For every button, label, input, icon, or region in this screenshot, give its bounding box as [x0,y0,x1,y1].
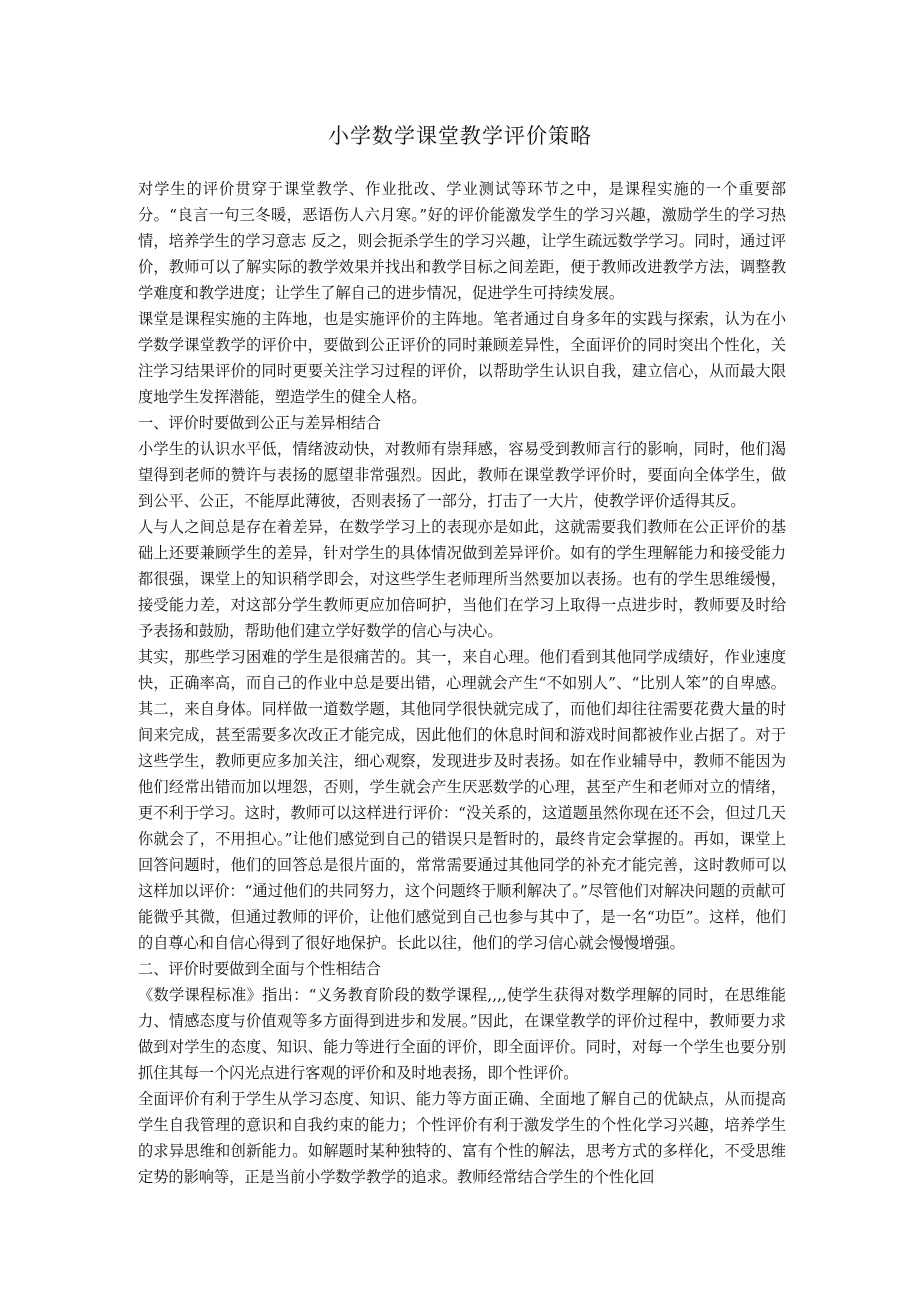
document-title: 小学数学课堂教学评价策略 [328,124,592,148]
section-heading: 二、评价时要做到全面与个性相结合 [138,960,381,978]
paragraph: 其实，那些学习困难的学生是很痛苦的。其一，来自心理。他们看到其他同学成绩好，作业速度快，正确率高，而自己的作业中总是要出错，心理就会产生“不如别人”、“比别人笨”的自卑感。其二，来自身体。同样做一道数学题，其他同学很快就完成了，而他们却往往需要花费大量的时间来完成，甚至需要多次改正才能完成，因此他们的休息时间和游戏时间都被作业占据了。对于这些学生，教师更应多加关注，细心观察，发现进步及时表扬。如在作业辅导中，教师不能因为他们经常出错而加以埋怨，否则，学生就会产生厌恶数学的心理，甚至产生和老师对立的情绪，更不利于学习。这时，教师可以这样进行评价：“没关系的，这道题虽然你现在还不会，但过几天你就会了，不用担心。”让他们感觉到自己的错误只是暂时的，最终肯定会掌握的。再如，课堂上回答问题时，他们的回答总是很片面的，常常需要通过其他同学的补充才能完善，这时教师可以这样加以评价：“通过他们的共同努力，这个问题终于顺利解决了。”尽管他们对解决问题的贡献可能微乎其微，但通过教师的评价，让他们感觉到自己也参与其中了，是一名“功臣”。这样，他们的自尊心和自信心得到了很好地保护。长此以往，他们的学习信心就会慢慢增强。 [138,648,786,952]
section-heading: 一、评价时要做到公正与差异相结合 [138,414,381,432]
paragraph: 课堂是课程实施的主阵地，也是实施评价的主阵地。笔者通过自身多年的实践与探索，认为在小学数学课堂教学的评价中，要做到公正评价的同时兼顾差异性，全面评价的同时突出个性化，关注学习结果评价的同时更要关注学习过程的评价，以帮助学生认识自我，建立信心，从而最大限度地学生发挥潜能，塑造学生的健全人格。 [138,310,786,406]
document-body [138,176,786,1190]
paragraph: 对学生的评价贯穿于课堂教学、作业批改、学业测试等环节之中，是课程实施的一个重要部分。“良言一句三冬暖，恶语伤人六月寒。”好的评价能激发学生的学习兴趣，激励学生的学习热情，培养学生的学习意志 反之，则会扼杀学生的学习兴趣，让学生疏远数学学习。同时，通过评价，教师可以了解实际的教学效果并找出和教学目标之间差距，便于教师改进教学方法，调整教学难度和教学进度；让学生了解自己的进步情况，促进学生可持续发展。 [138,180,786,302]
paragraph: 《数学课程标准》指出：“义务教育阶段的数学课程,,,,使学生获得对数学理解的同时，在思维能力、情感态度与价值观等多方面得到进步和发展。”因此，在课堂教学的评价过程中，教师要力求做到对学生的态度、知识、能力等进行全面的评价，即全面评价。同时，对每一个学生也要分别抓住其每一个闪光点进行客观的评价和及时地表扬，即个性评价。 [138,986,786,1082]
paragraph: 小学生的认识水平低，情绪波动快，对教师有崇拜感，容易受到教师言行的影响，同时，他们渴望得到老师的赞许与表扬的愿望非常强烈。因此，教师在课堂教学评价时，要面向全体学生，做到公平、公正，不能厚此薄彼，否则表扬了一部分，打击了一大片，使教学评价适得其反。 [138,440,786,510]
paragraph: 人与人之间总是存在着差异，在数学学习上的表现亦是如此，这就需要我们教师在公正评价的基础上还要兼顾学生的差异，针对学生的具体情况做到差异评价。如有的学生理解能力和接受能力都很强，课堂上的知识稍学即会，对这些学生老师理所当然要加以表扬。也有的学生思维缓慢，接受能力差，对这部分学生教师更应加倍呵护，当他们在学习上取得一点进步时，教师要及时给予表扬和鼓励，帮助他们建立学好数学的信心与决心。 [138,518,786,640]
paragraph: 全面评价有利于学生从学习态度、知识、能力等方面正确、全面地了解自己的优缺点，从而提高学生自我管理的意识和自我约束的能力；个性评价有利于激发学生的个性化学习兴趣，培养学生的求异思维和创新能力。如解题时某种独特的、富有个性的解法，思考方式的多样化，不受思维定势的影响等，正是当前小学数学教学的追求。教师经常结合学生的个性化回 [138,1090,786,1186]
